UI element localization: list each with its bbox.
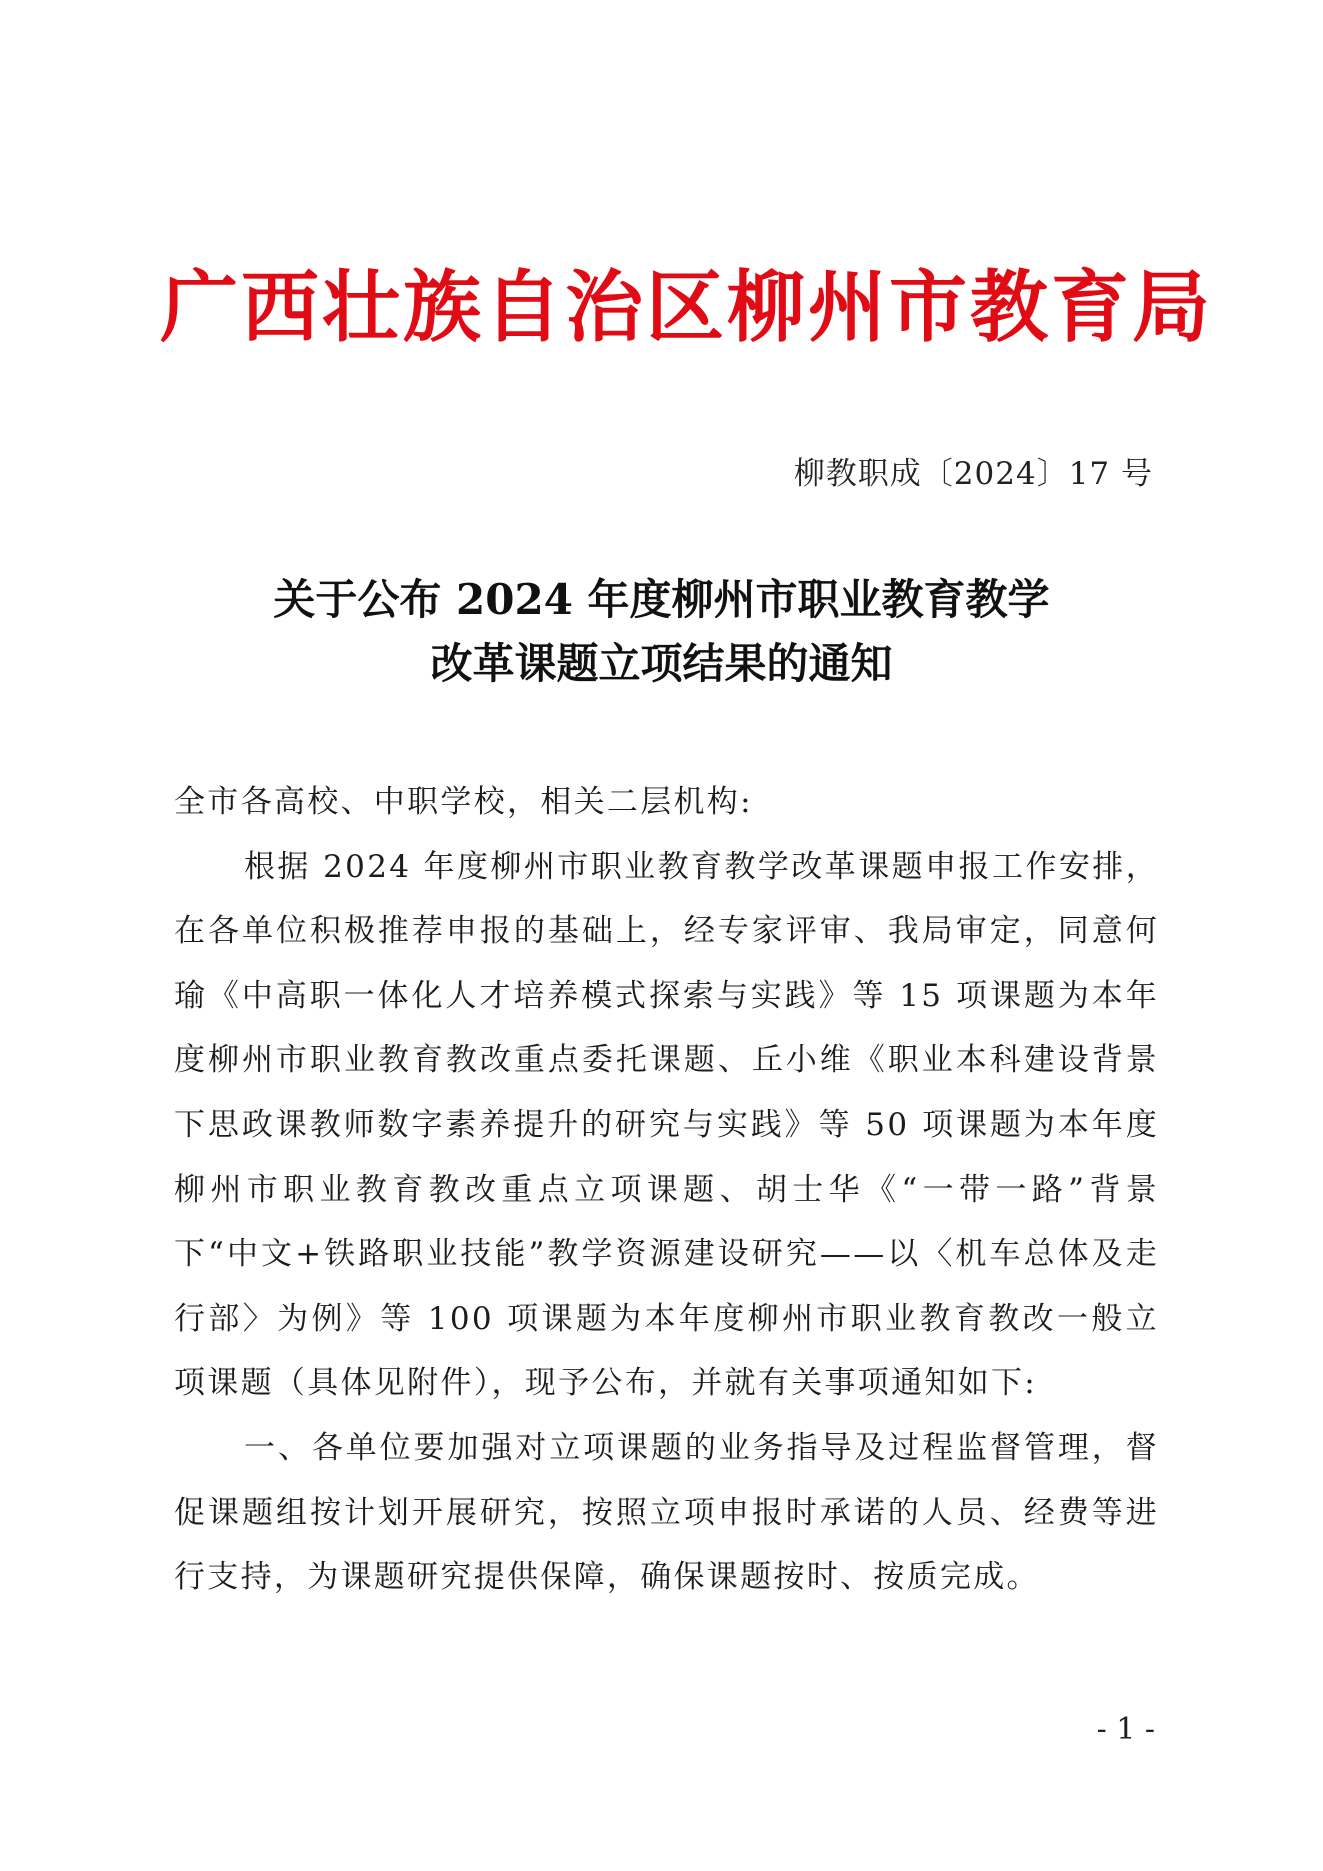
body-paragraph-2: 一、各单位要加强对立项课题的业务指导及过程监督管理，督促课题组按计划开展研究，按照立项申报时承诺的人员、经费等进行支持，为课题研究提供保障，确保课题按时、按质完成。 <box>174 1429 1159 1596</box>
body-paragraph-1: 根据 2024 年度柳州市职业教育教学改革课题申报工作安排，在各单位积极推荐申报的基础上，经专家评审、我局审定，同意何瑜《中高职一体化人才培养模式探索与实践》等 15 项课题为本年度柳州市职业教育教改重点委托课题、丘小维《职业本科建设背景下思政课教师数字素养提升的研究与实践》等 50 项课题为本年度柳州市职业教育教改重点立项课题、胡士华《“一带一路”背景下“中文+铁路职业技能”教学资源建设研究——以〈机车总体及走行部〉为例》等 100 项课题为本年度柳州市职业教育教改一般立项课题（具体见附件），现予公布，并就有关事项通知如下: <box>174 848 1159 1402</box>
document-title <box>160 568 1163 696</box>
document-body <box>174 770 1159 1610</box>
salutation: 全市各高校、中职学校，相关二层机构: <box>174 784 753 820</box>
document-title-line-2: 改革课题立项结果的通知 <box>430 639 893 688</box>
document-number: 柳教职成〔2024〕17 号 <box>793 456 1153 492</box>
issuing-organization-header: 广西壮族自治区柳州市教育局 <box>160 263 1214 353</box>
document-title-line-1: 关于公布 2024 年度柳州市职业教育教学 <box>273 575 1050 624</box>
page-number: - 1 - <box>1096 1712 1155 1747</box>
